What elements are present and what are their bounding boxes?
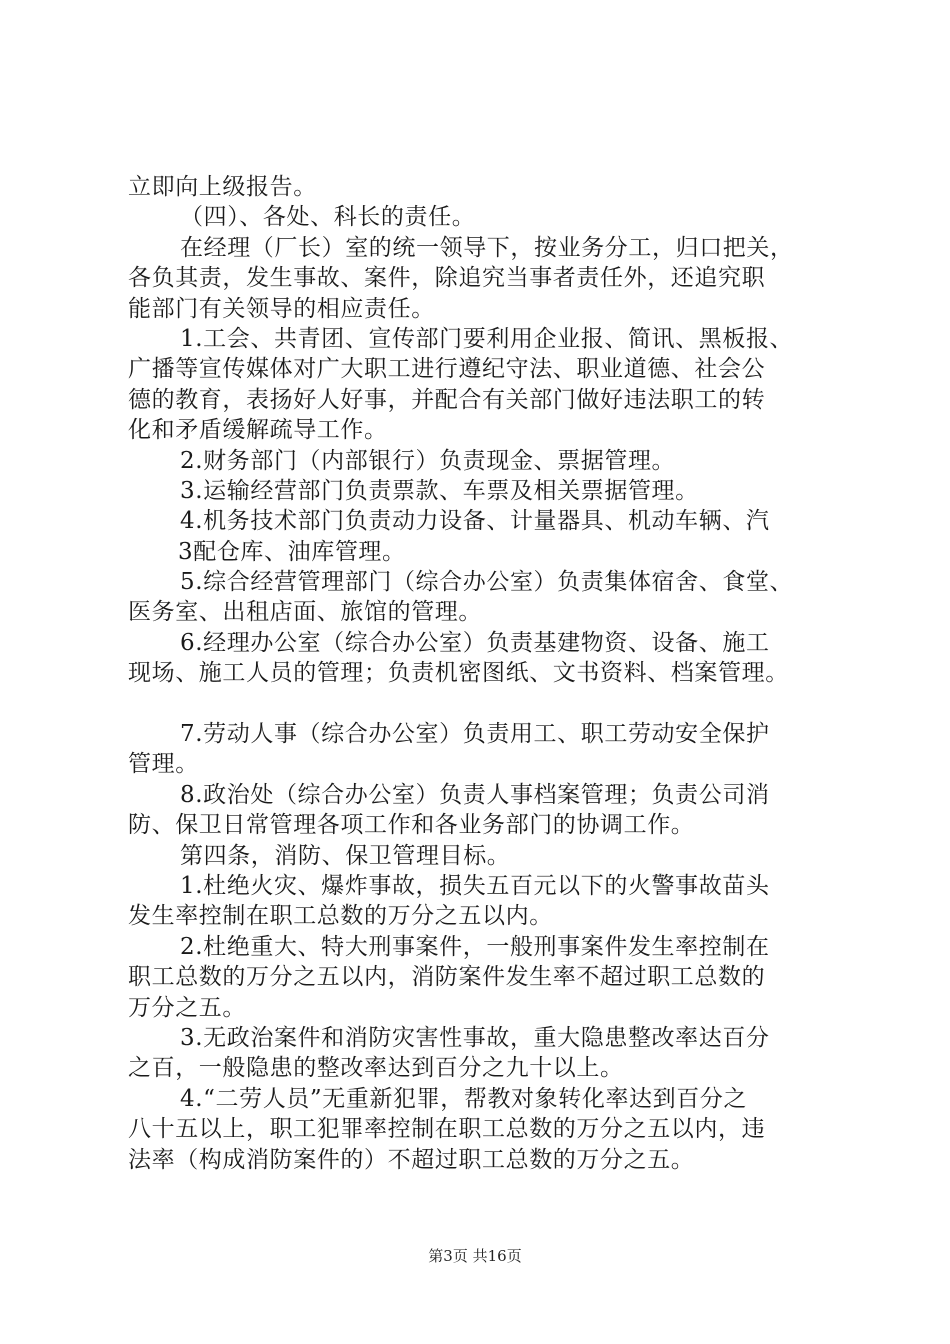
text-line: 3.运输经营部门负责票款、车票及相关票据管理。 xyxy=(180,477,699,504)
text-line: 能部门有关领导的相应责任。 xyxy=(128,295,435,322)
text-line: 万分之五。 xyxy=(128,994,246,1021)
text-line: 1.杜绝火灾、爆炸事故，损失五百元以下的火警事故苗头 xyxy=(180,872,770,899)
text-line: 在经理（厂长）室的统一领导下，按业务分工，归口把关， xyxy=(180,234,794,261)
text-line: 立即向上级报告。 xyxy=(128,174,317,200)
text-line: 7.劳动人事（综合办公室）负责用工、职工劳动安全保护 xyxy=(180,721,770,748)
text-line: 职工总数的万分之五以内，消防案件发生率不超过职工总数的 xyxy=(128,964,766,991)
text-line: 2.财务部门（内部银行）负责现金、票据管理。 xyxy=(180,447,676,474)
text-line: 广播等宣传媒体对广大职工进行遵纪守法、职业道德、社会公 xyxy=(128,356,766,383)
text-line: 发生率控制在职工总数的万分之五以内。 xyxy=(128,903,553,930)
text-line: 第四条，消防、保卫管理目标。 xyxy=(180,842,511,869)
text-line: 法率（构成消防案件的）不超过职工总数的万分之五。 xyxy=(128,1146,695,1173)
text-line: 现场、施工人员的管理；负责机密图纸、文书资料、档案管理。 xyxy=(128,660,789,687)
text-line: 医务室、出租店面、旅馆的管理。 xyxy=(128,599,482,626)
text-line: （四）、各处、科长的责任。 xyxy=(180,204,476,231)
page-footer: 第3页 共16页 xyxy=(428,1247,522,1265)
text-line: 管理。 xyxy=(128,751,199,778)
text-line: 3.无政治案件和消防灾害性事故，重大隐患整改率达百分 xyxy=(180,1024,770,1051)
text-line: 5.综合经营管理部门（综合办公室）负责集体宿舍、食堂、 xyxy=(180,569,794,596)
text-line: 2.杜绝重大、特大刑事案件，一般刑事案件发生率控制在 xyxy=(180,933,770,960)
document-body xyxy=(128,172,853,1175)
text-line: 4.“二劳人员”无重新犯罪，帮教对象转化率达到百分之 xyxy=(180,1085,748,1112)
text-line: 6.经理办公室（综合办公室）负责基建物资、设备、施工 xyxy=(180,629,770,656)
text-line: 8.政治处（综合办公室）负责人事档案管理；负责公司消 xyxy=(180,781,770,808)
text-line: 化和矛盾缓解疏导工作。 xyxy=(128,417,388,444)
text-line: 3配仓库、油库管理。 xyxy=(178,538,406,565)
text-line: 1.工会、共青团、宣传部门要利用企业报、简讯、黑板报、 xyxy=(180,325,794,352)
text-line: 之百，一般隐患的整改率达到百分之九十以上。 xyxy=(128,1055,624,1082)
blank-line xyxy=(128,689,853,719)
text-line: 八十五以上，职工犯罪率控制在职工总数的万分之五以内，违 xyxy=(128,1116,766,1143)
text-line: 各负其责，发生事故、案件，除追究当事者责任外，还追究职 xyxy=(128,265,766,292)
text-line: 4.机务技术部门负责动力设备、计量器具、机动车辆、汽 xyxy=(180,508,770,535)
text-line: 防、保卫日常管理各项工作和各业务部门的协调工作。 xyxy=(128,812,695,839)
text-line: 德的教育，表扬好人好事，并配合有关部门做好违法职工的转 xyxy=(128,386,766,413)
